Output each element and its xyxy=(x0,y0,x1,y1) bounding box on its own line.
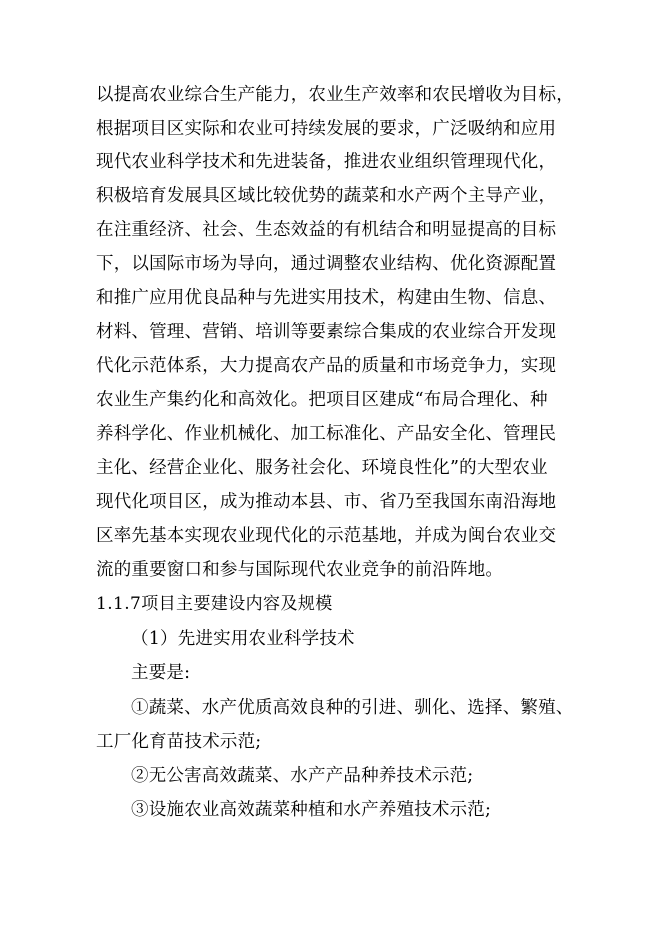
paragraph-line: 养科学化、作业机械化、加工标准化、产品安全化、管理民 xyxy=(96,424,557,444)
paragraph-line: 流的重要窗口和参与国际现代农业竞争的前沿阵地。 xyxy=(96,560,504,580)
section-heading: 1.1.7项目主要建设内容及规模 xyxy=(96,594,333,614)
paragraph-line: 下，以国际市场为导向，通过调整农业结构、优化资源配置 xyxy=(96,254,557,274)
list-item-1: ①蔬菜、水产优质高效良种的引进、驯化、选择、繁殖、 xyxy=(131,698,574,718)
paragraph-line: 区率先基本实现农业现代化的示范基地，并成为闽台农业交 xyxy=(96,526,557,546)
list-item-3: ③设施农业高效蔬菜种植和水产养殖技术示范; xyxy=(131,800,492,820)
paragraph-line: 和推广应用优良品种与先进实用技术，构建由生物、信息、 xyxy=(96,288,557,308)
paragraph-line: 现代化项目区，成为推动本县、市、省乃至我国东南沿海地 xyxy=(96,492,557,512)
paragraph-line: 材料、管理、营销、培训等要素综合集成的农业综合开发现 xyxy=(96,322,557,342)
paragraph-line: 主化、经营企业化、服务社会化、环境良性化”的大型农业 xyxy=(96,458,548,478)
subheading: （1）先进实用农业科学技术 xyxy=(131,629,355,649)
paragraph-line: 根据项目区实际和农业可持续发展的要求，广泛吸纳和应用 xyxy=(96,119,557,139)
paragraph-line: 农业生产集约化和高效化。把项目区建成“布局合理化、种 xyxy=(96,390,548,410)
paragraph-line: 在注重经济、社会、生态效益的有机结合和明显提高的目标 xyxy=(96,220,557,240)
paragraph-line: 代化示范体系，大力提高农产品的质量和市场竞争力，实现 xyxy=(96,356,557,376)
paragraph-line: 以提高农业综合生产能力，农业生产效率和农民增收为目标， xyxy=(96,85,574,105)
list-item-2: ②无公害高效蔬菜、水产产品种养技术示范; xyxy=(131,766,474,786)
paragraph-line: 现代农业科学技术和先进装备，推进农业组织管理现代化， xyxy=(96,152,557,172)
paragraph-line: 积极培育发展具区域比较优势的蔬菜和水产两个主导产业， xyxy=(96,186,557,206)
main-label: 主要是: xyxy=(131,663,191,683)
list-item-1-continuation: 工厂化育苗技术示范; xyxy=(96,732,262,752)
